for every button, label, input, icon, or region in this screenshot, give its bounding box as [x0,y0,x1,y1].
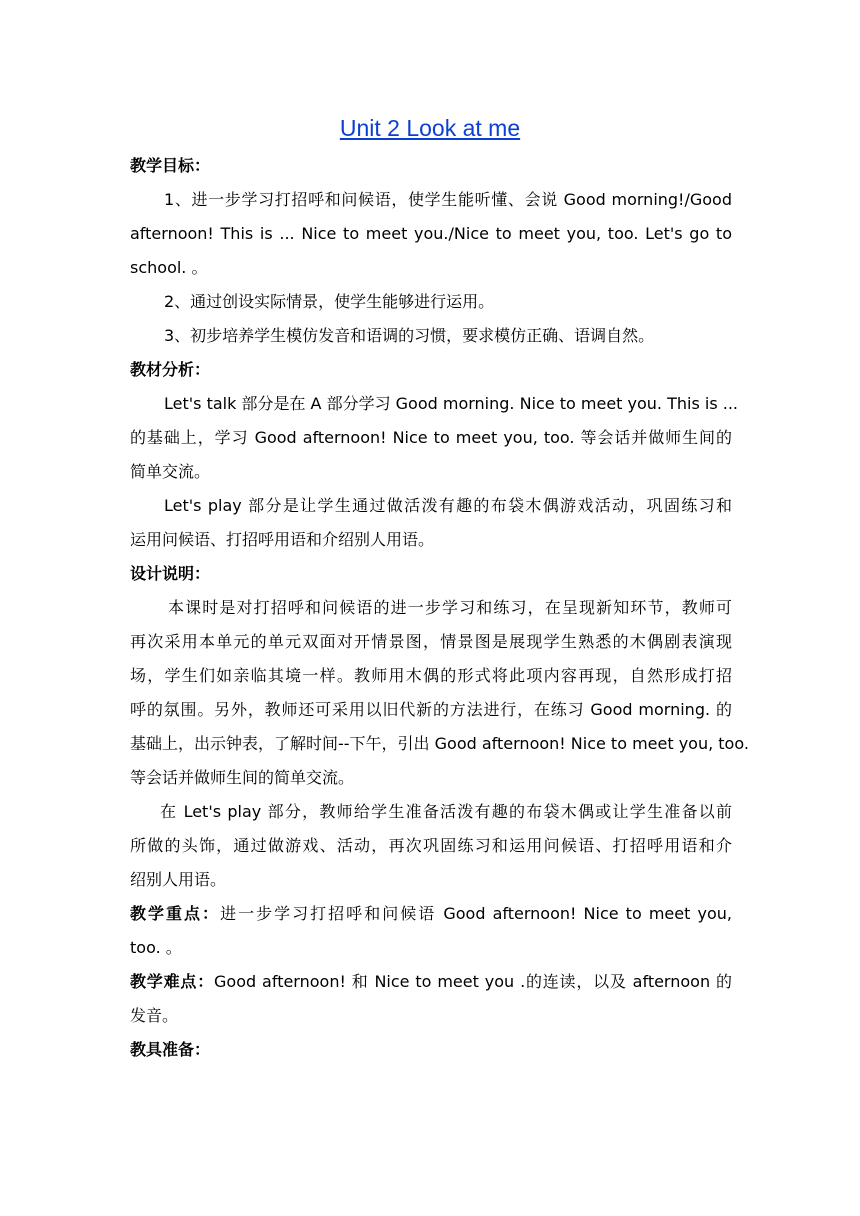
difficult-points-line-1 [130,965,732,999]
goals-line-1: 1、进一步学习打招呼和问候语，使学生能听懂、会说 Good morning!/Good [164,190,732,209]
key-points-line-2: too. 。 [130,938,182,957]
key-points-line-1 [130,897,732,931]
design-line-9: 绍别人用语。 [130,870,227,889]
design-line-2: 再次采用本单元的单元双面对开情景图，情景图是展现学生熟悉的木偶剧表演现 [130,632,732,651]
document-body [130,149,749,1067]
section-heading-teaching-tools: 教具准备： [130,1040,211,1059]
analysis-line-1: Let's talk 部分是在 A 部分学习 Good morning. Nice to meet you. This is ... [164,394,738,413]
design-line-5: 基础上，出示钟表，了解时间--下午，引出 Good afternoon! Nice to meet you, too. [130,734,749,753]
goals-line-4: 2、通过创设实际情景，使学生能够进行运用。 [164,292,495,311]
design-line-3: 场，学生们如亲临其境一样。教师用木偶的形式将此项内容再现，自然形成打招 [130,666,732,685]
goals-line-2: afternoon! This is ... Nice to meet you./Nice to meet you, too. Let's go to [130,224,732,243]
document-title[interactable]: Unit 2 Look at me [339,115,521,141]
key-points-text: 进一步学习打招呼和问候语 Good afternoon! Nice to meet you, [220,904,732,923]
section-heading-difficult-points: 教学难点： [130,972,215,991]
analysis-line-5: 运用问候语、打招呼用语和介绍别人用语。 [130,530,435,549]
analysis-line-4: Let's play 部分是让学生通过做活泼有趣的布袋木偶游戏活动，巩固练习和 [164,496,732,515]
design-line-4: 呼的氛围。另外，教师还可采用以旧代新的方法进行，在练习 Good morning. 的 [130,700,732,719]
section-heading-key-points: 教学重点： [130,904,221,923]
design-line-6: 等会话并做师生间的简单交流。 [130,768,355,787]
analysis-line-2: 的基础上，学习 Good afternoon! Nice to meet you, too. 等会话并做师生间的 [130,428,732,447]
design-line-8: 所做的头饰，通过做游戏、活动，再次巩固练习和运用问候语、打招呼用语和介 [130,836,732,855]
difficult-points-line-2: 发音。 [130,1006,179,1025]
design-line-7: 在 Let's play 部分，教师给学生准备活泼有趣的布袋木偶或让学生准备以前 [160,802,732,821]
analysis-line-3: 简单交流。 [130,462,211,481]
goals-line-5: 3、初步培养学生模仿发音和语调的习惯，要求模仿正确、语调自然。 [164,326,655,345]
difficult-points-text: Good afternoon! 和 Nice to meet you .的连读，以及 afternoon 的 [214,972,732,991]
goals-line-3: school. 。 [130,258,208,277]
section-heading-analysis: 教材分析： [130,360,211,379]
design-line-1: 本课时是对打招呼和问候语的进一步学习和练习，在呈现新知环节，教师可 [168,598,732,617]
section-heading-goals: 教学目标： [130,156,211,175]
section-heading-design: 设计说明： [130,564,211,583]
